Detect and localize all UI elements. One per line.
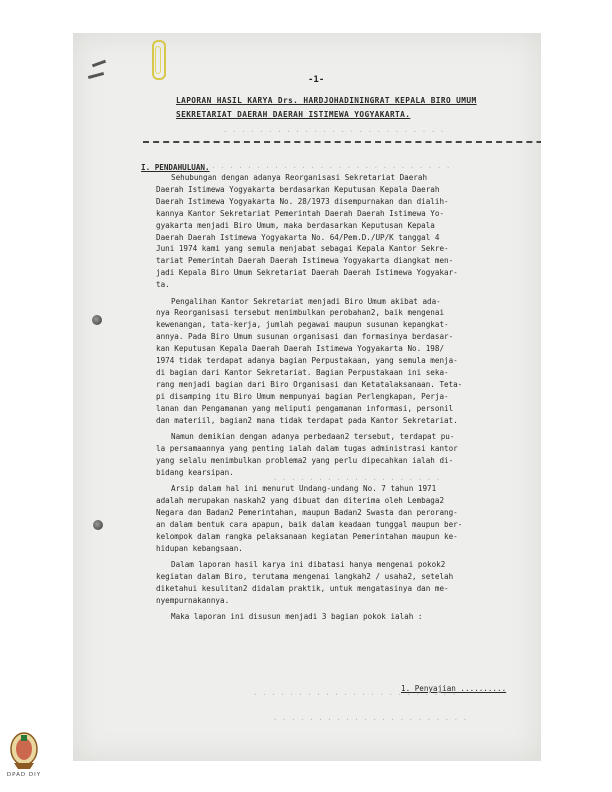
paper-clip-inner-icon [155, 46, 161, 74]
body-line: gyakarta menjadi Biro Umum, maka berdasarkan Keputusan Kepala [156, 220, 435, 230]
separator-line [143, 141, 541, 143]
bleed-through-text: . . . . . . . . . . . . . . . . . . . [273, 473, 441, 482]
bleed-through-text: . . . . . . . . . . . . . . . . . . . . . . . . . . . . . [193, 161, 451, 170]
body-line: lanan dan Pengamanan yang meliputi pengamanan informasi, personil [156, 403, 454, 413]
body-line: kan Keputusan Kepala Daerah Daerah Istimewa Yogyakarta No. 198/ [156, 344, 445, 354]
bleed-through-text: . . . . . . . . . . . . . . . . . . . . . . . [253, 688, 457, 697]
body-line: dan materiil, bagian2 mana tidak terdapat pada Kantor Sekretariat. [156, 415, 458, 425]
body-line: Daerah Istimewa Yogyakarta berdasarkan Keputusan Kepala Daerah [156, 184, 440, 194]
body-line: Negara dan Badan2 Pemerintahan, maupun Badan2 Swasta dan perorang- [156, 507, 458, 517]
body-line: jadi Kepala Biro Umum Sekretariat Daerah Daerah Istimewa Yogyakar- [156, 268, 458, 278]
body-line: Daerah Istimewa Yogyakarta No. 28/1973 disempurnakan dan dialih- [156, 196, 449, 206]
page-number: -1- [308, 75, 325, 85]
body-line: kelompok dalam rangka pelaksanaan kegiatan Pemerintahan maupun ke- [156, 531, 458, 541]
body-line: nya Reorganisasi tersebut menimbulkan perobahan2, baik mengenai [156, 308, 445, 318]
document-page [73, 33, 541, 761]
body-line: kannya Kantor Sekretariat Pemerintah Daerah Daerah Istimewa Yo- [156, 208, 445, 218]
body-line: Maka laporan ini disusun menjadi 3 bagian pokok ialah : [171, 612, 423, 621]
report-title-line-2: SEKRETARIAT DAERAH DAERAH ISTIMEWA YOGYAKARTA. [176, 110, 411, 119]
punch-hole [93, 520, 103, 530]
body-line: bidang kearsipan. [156, 467, 234, 477]
body-line: hidupan kebangsaan. [156, 543, 243, 553]
body-line: la persamaannya yang penting ialah dalam tugas administrasi kantor [156, 443, 458, 453]
body-line: rang menjadi bagian dari Biro Organisasi dan Ketatalaksanaan. Teta- [156, 379, 463, 389]
body-line: an dalam bentuk cara apapun, baik dalam keadaan tunggal maupun ber- [156, 519, 463, 529]
body-line: Sehubungan dengan adanya Reorganisasi Sekretariat Daerah [171, 173, 428, 182]
body-line: diketahui kesulitan2 didalam praktik, untuk mengatasinya dan me- [156, 583, 449, 593]
body-line: di bagian dari Kantor Sekretariat. Bagian Perpustakaan ini seka- [156, 367, 449, 377]
body-line: Namun demikian dengan adanya perbedaan2 tersebut, terdapat pu- [171, 431, 455, 441]
body-line: Daerah Daerah Istimewa Yogyakarta No. 64/Pem.D./UP/K tanggal 4 [156, 232, 440, 242]
body-line: annya. Pada Biro Umum susunan organisasi dan formasinya berdasar- [156, 332, 454, 342]
report-title-line-1: LAPORAN HASIL KARYA Drs. HARDJOHADININGRAT KEPALA BIRO UMUM [176, 96, 477, 105]
archive-logo-label: DPAD DIY [6, 772, 42, 778]
punch-hole [92, 315, 102, 325]
continuation-marker: 1. Penyajian .......... [401, 684, 507, 693]
body-line: nyempurnakannya. [156, 595, 230, 605]
body-line: yang selalu menimbulkan problema2 yang perlu dipecahkan ialah di- [156, 455, 454, 465]
body-line: Juni 1974 kami yang semula menjabat sebagai Kepala Kantor Sekre- [156, 244, 449, 254]
body-line: Dalam laporan hasil karya ini dibatasi hanya mengenai pokok2 [171, 559, 446, 569]
body-line: ta. [156, 280, 170, 290]
bleed-through-text: . . . . . . . . . . . . . . . . . . . . . . . . . [223, 125, 445, 134]
body-line: kegiatan dalam Biro, terutama mengenai langkah2 / usaha2, setelah [156, 571, 454, 581]
bleed-through-text: . . . . . . . . . . . . . . . . . . . . . . [273, 713, 468, 722]
body-line: tariat Pemerintah Daerah Daerah Istimewa Yogyakarta diangkat men- [156, 256, 454, 266]
body-line: Arsip dalam hal ini menurut Undang-undang No. 7 tahun 1971 [171, 484, 437, 493]
body-line: 1974 tidak terdapat adanya bagian Perpustakaan, yang semula menja- [156, 356, 458, 365]
body-line: adalah merupakan naskah2 yang dibuat dan diterima oleh Lembaga2 [156, 495, 445, 505]
body-line: Pengalihan Kantor Sekretariat menjadi Biro Umum akibat ada- [171, 296, 441, 306]
section-heading: I. PENDAHULUAN. [141, 163, 210, 172]
body-line: kewenangan, tata-kerja, jumlah pegawai maupun susunan kepangkat- [156, 320, 449, 330]
body-line: pi disamping itu Biro Umum mempunyai bagian Perlengkapan, Perja- [156, 391, 449, 401]
